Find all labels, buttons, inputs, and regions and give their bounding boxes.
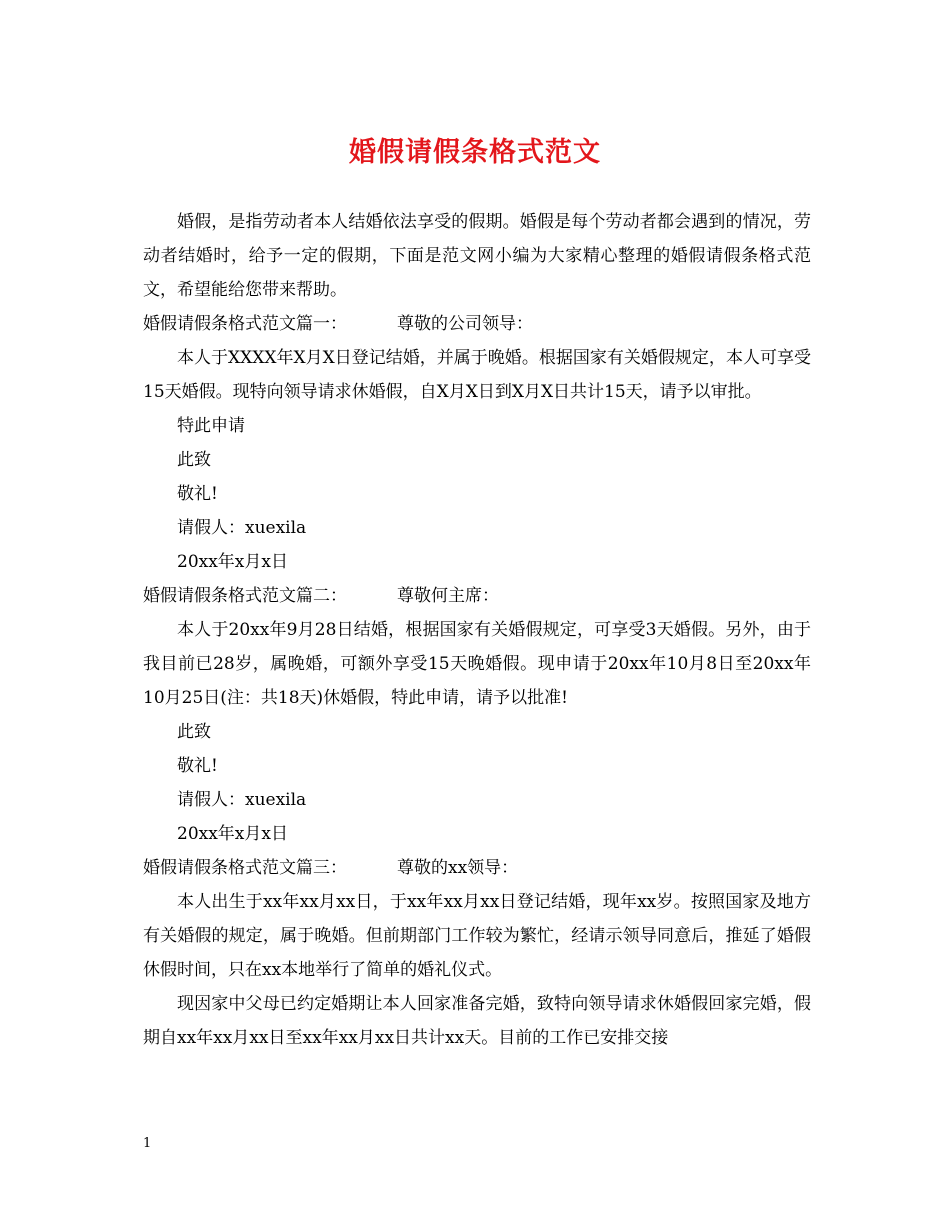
section-date-2: 20xx年x月x日 <box>177 824 288 844</box>
section-salutation-2: 尊敬何主席： <box>397 586 499 606</box>
section-closing-2a: 此致 <box>177 722 211 742</box>
page-title: 婚假请假条格式范文 <box>349 137 601 168</box>
section-salutation-3: 尊敬的xx领导： <box>397 858 519 878</box>
page-number: 1 <box>143 1136 152 1151</box>
section-body-3b: 现因家中父母已约定婚期让本人回家准备完婚，致特向领导请求休婚假回家完婚，假期自xx年xx月xx日至xx年xx月xx日共计xx天。目前的工作已安排交接 <box>143 994 811 1048</box>
section-body-1: 本人于XXXX年X月X日登记结婚，并属于晚婚。根据国家有关婚假规定，本人可享受15天婚假。现特向领导请求休婚假，自X月X日到X月X日共计15天，请予以审批。 <box>143 348 811 402</box>
section-date-1: 20xx年x月x日 <box>177 552 288 572</box>
section-body-2: 本人于20xx年9月28日结婚，根据国家有关婚假规定，可享受3天婚假。另外，由于我目前已28岁，属晚婚，可额外享受15天晚婚假。现申请于20xx年10月8日至20xx年10月25日(注：共18天)休婚假，特此申请，请予以批准! <box>143 620 811 708</box>
section-heading-3-label: 婚假请假条格式范文篇三： <box>143 858 347 878</box>
section-salutation-1: 尊敬的公司领导： <box>397 314 533 334</box>
section-body-3a: 本人出生于xx年xx月xx日，于xx年xx月xx日登记结婚，现年xx岁。按照国家及地方有关婚假的规定，属于晚婚。但前期部门工作较为繁忙，经请示领导同意后，推延了婚假休假时间，只在xx本地举行了简单的婚礼仪式。 <box>143 892 811 980</box>
section-applicant-1: 请假人：xuexila <box>177 518 307 538</box>
document-body <box>143 205 811 1055</box>
section-heading-2 <box>143 579 811 613</box>
section-heading-1 <box>143 307 811 341</box>
section-heading-2-label: 婚假请假条格式范文篇二： <box>143 586 347 606</box>
section-closing-1b: 此致 <box>177 450 211 470</box>
section-closing-2b: 敬礼! <box>177 756 218 776</box>
intro-paragraph: 婚假，是指劳动者本人结婚依法享受的假期。婚假是每个劳动者都会遇到的情况，劳动者结婚时，给予一定的假期，下面是范文网小编为大家精心整理的婚假请假条格式范文，希望能给您带来帮助。 <box>143 212 811 300</box>
section-heading-3 <box>143 851 811 885</box>
section-closing-1c: 敬礼! <box>177 484 218 504</box>
section-applicant-2: 请假人：xuexila <box>177 790 307 810</box>
section-heading-1-label: 婚假请假条格式范文篇一： <box>143 314 347 334</box>
section-closing-1a: 特此申请 <box>177 416 245 436</box>
